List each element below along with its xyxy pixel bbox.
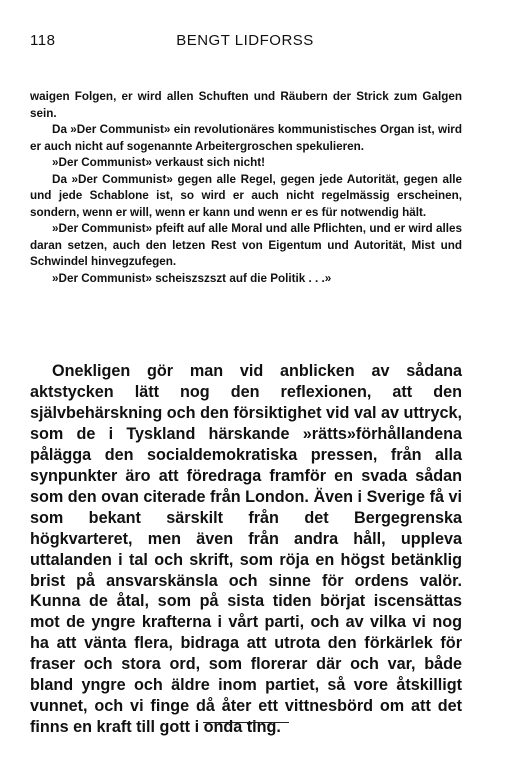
quote-paragraph: »Der Communist» pfeift auf alle Moral und alle Pflichten, und er wird alles daran setzen, auch den letzen Rest von Eigentum und Autorität, Mist und Schwindel hinvegzufegen.	[30, 222, 462, 268]
body-paragraph: Onekligen gör man vid anblicken av sådana aktstycken lätt nog den reflexionen, att den självbehärskning och den försiktighet vid val av uttryck, som de i Tyskland härskande »rätts»förhållandena pålägga den socialdemokratiska pressen, från alla synpunkter äro att föredraga framför en svada sådan som den ovan citerade från London. Även i Sverige få vi som bekant särskilt från det Bergegrenska högkvarteret, men även från andra håll, uppleva uttalanden i tal och skrift, som röja en högst betänklig brist på ansvarskänsla och sinne för ordens valör. Kunna de åtal, som på sista tiden börjat iscensättas mot de yngre krafterna i vårt parti, och av vilka vi nog ha att vänta flera, bidraga att utrota den förkärlek för fraser och stora ord, som florerar där och var, både bland yngre och äldre inom partiet, så vore åtskilligt vunnet, och vi finge då åter ett vittnesbörd om att det finns en kraft till gott i onda ting.	[30, 362, 462, 737]
page-number: 118	[30, 32, 56, 49]
quote-paragraph: Da »Der Communist» gegen alle Regel, gegen jede Autorität, gegen alle und jede Schablone ist, so wird er auch nicht regelmässig erscheinen, sondern, wenn er will, wenn er kann und wenn er es für notwendig hält.	[30, 172, 462, 219]
quoted-german-passage	[30, 89, 462, 287]
running-head: BENGT LIDFORSS	[176, 32, 314, 49]
quote-paragraph: »Der Communist» scheiszszszt auf die Politik . . .»	[52, 271, 332, 285]
main-text	[30, 361, 462, 738]
page-header	[30, 32, 460, 52]
quote-paragraph: »Der Communist» verkaust sich nicht!	[52, 156, 266, 169]
section-end-rule	[203, 722, 289, 723]
quote-paragraph: waigen Folgen, er wird allen Schuften und Räubern der Strick zum Galgen sein.	[30, 90, 462, 120]
quote-paragraph: Da »Der Communist» ein revolutionäres kommunistisches Organ ist, wird er auch nicht auf sogenannte Arbeitergroschen spekulieren.	[30, 123, 462, 153]
